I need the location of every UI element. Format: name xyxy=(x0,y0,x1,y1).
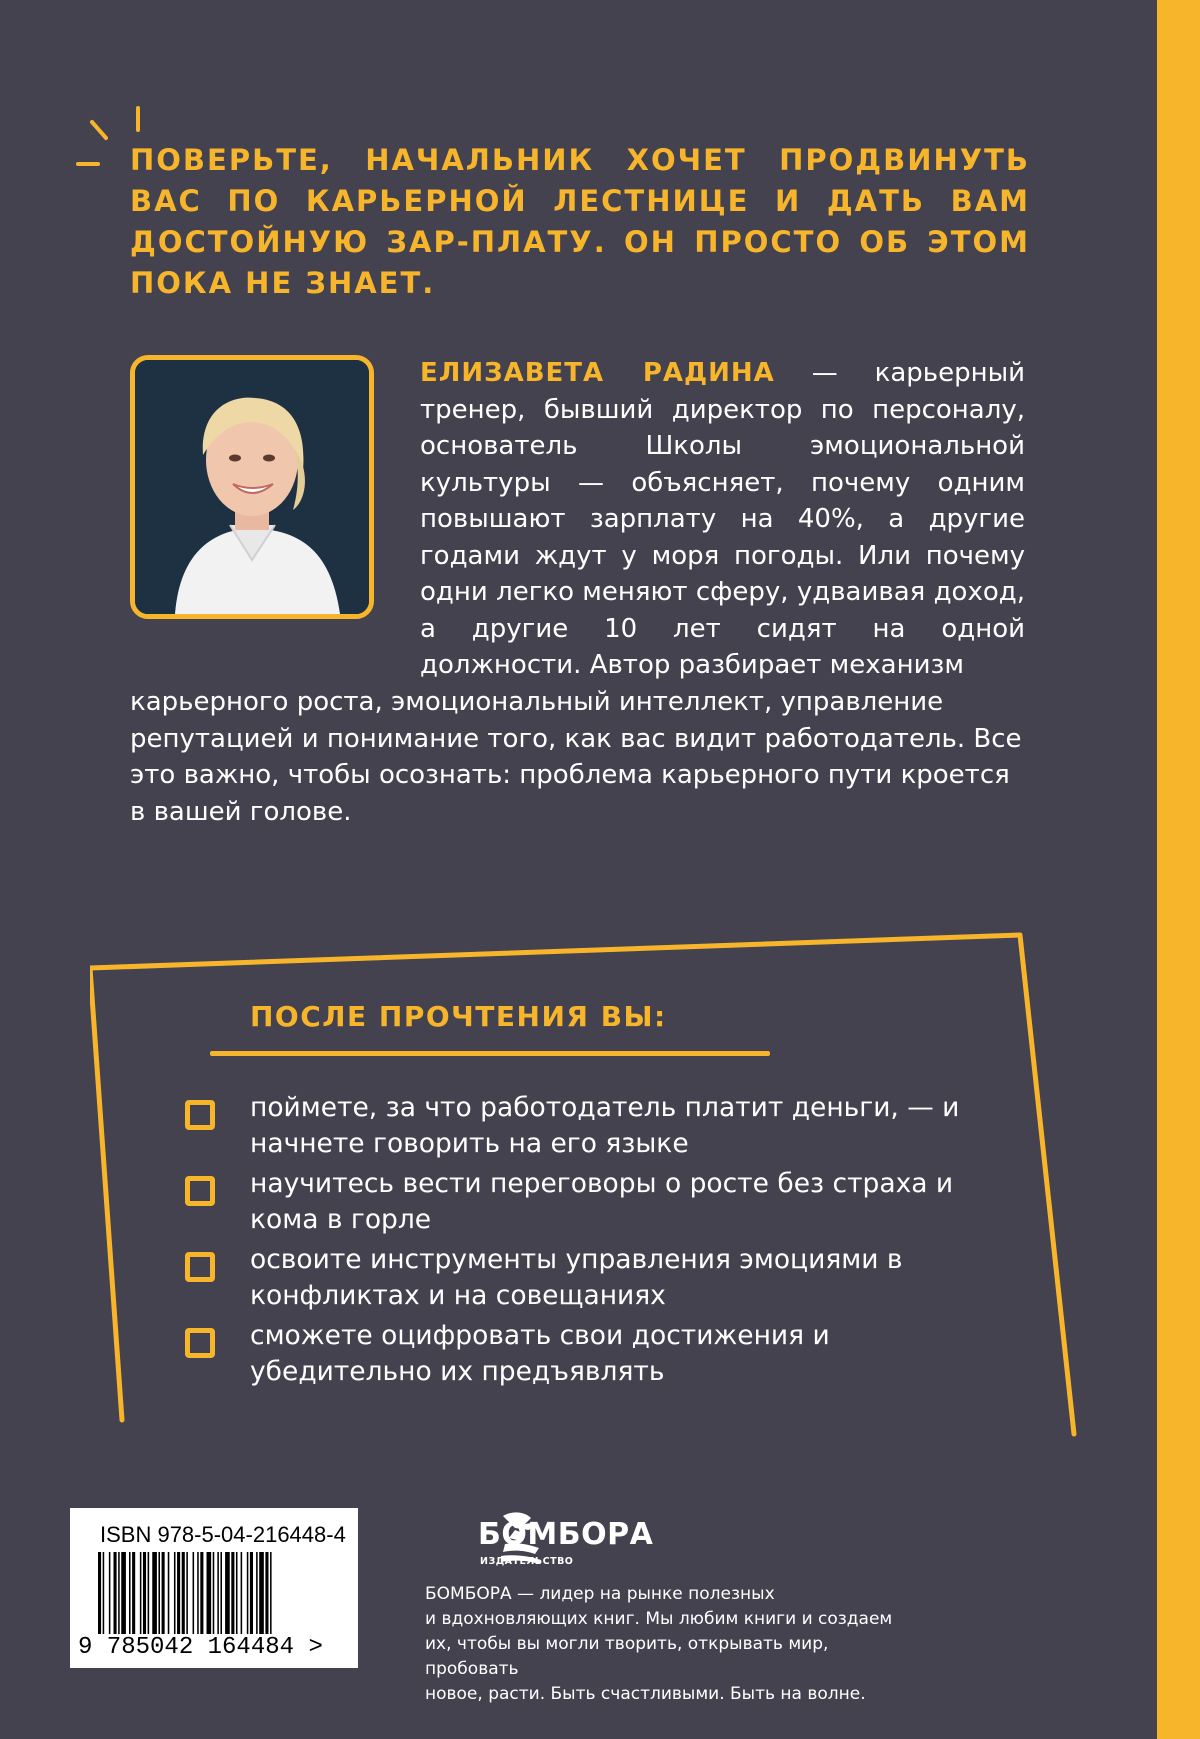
barcode-bar xyxy=(103,1552,105,1634)
publisher-description xyxy=(425,1582,925,1707)
list-item xyxy=(185,1090,1005,1166)
barcode-bar xyxy=(158,1552,160,1634)
checkbox-icon xyxy=(185,1100,215,1130)
publisher-description-line: и вдохновляющих книг. Мы любим книги и создаем xyxy=(425,1609,893,1629)
barcode-bar xyxy=(217,1552,219,1634)
barcode-bar xyxy=(168,1552,170,1634)
barcode-bar xyxy=(98,1552,101,1634)
list-item xyxy=(185,1318,1005,1394)
barcode-bar xyxy=(109,1552,111,1634)
publisher-description-line: их, чтобы вы могли творить, открывать мир, пробовать xyxy=(425,1634,829,1679)
author-bio-continuation-text: карьерного роста, эмоциональный интеллект, управление репутацией и понимание того, как вас видит работодатель. Все это важно, чтобы осознать: проблема карьерного пути кроется в вашей голове. xyxy=(130,687,1022,827)
tagline: ПОВЕРЬТЕ, НАЧАЛЬНИК ХОЧЕТ ПРОДВИНУТЬ ВАС ПО КАРЬЕРНОЙ ЛЕСТНИЦЕ И ДАТЬ ВАМ ДОСТОЙНУЮ ЗАР-ПЛАТУ. ОН ПРОСТО ОБ ЭТОМ ПОКА НЕ ЗНАЕТ. xyxy=(130,143,1030,300)
author-name: ЕЛИЗАВЕТА РАДИНА xyxy=(420,358,775,388)
benefits-title: ПОСЛЕ ПРОЧТЕНИЯ ВЫ: xyxy=(250,1000,667,1033)
checkbox-icon xyxy=(185,1252,215,1282)
barcode-bar xyxy=(118,1552,120,1634)
barcode-digits: 9 785042 164484 > xyxy=(78,1634,323,1661)
list-item xyxy=(185,1242,1005,1318)
barcode-bar xyxy=(213,1552,215,1634)
barcode-bar xyxy=(270,1552,272,1634)
barcode-bar xyxy=(143,1552,146,1634)
barcode-image xyxy=(98,1552,330,1634)
publisher-subtitle: ИЗДАТЕЛЬСТВО xyxy=(480,1556,574,1567)
author-photo xyxy=(130,355,374,619)
publisher-name: БОМБОРА xyxy=(478,1517,654,1552)
barcode-bar xyxy=(193,1552,195,1634)
barcode-bar xyxy=(121,1552,126,1634)
barcode-bar xyxy=(186,1552,188,1634)
author-bio-text: — карьерный тренер, бывший директор по персоналу, основатель Школы эмоциональной культуры — объясняет, почему одним повышают зарплату на 40%, а другие годами ждут у моря погоды. Или почему одни легко меняют сферу, удваивая доход, а другие 10 лет сидят на одной должности. Автор разбирает механизм xyxy=(420,358,1026,680)
barcode-bar xyxy=(236,1552,238,1634)
isbn-label: ISBN 978-5-04-216448-4 xyxy=(100,1522,346,1547)
barcode-bar xyxy=(132,1552,135,1634)
publisher-description-line: новое, расти. Быть счастливыми. Быть на волне. xyxy=(425,1684,866,1704)
barcode-bar xyxy=(162,1552,165,1634)
benefit-text: сможете оцифровать свои достижения и убедительно их предъявлять xyxy=(250,1320,830,1387)
barcode-bar xyxy=(250,1552,253,1634)
list-item xyxy=(185,1166,1005,1242)
author-bio xyxy=(420,355,1025,684)
barcode-bar xyxy=(197,1552,199,1634)
barcode-bar xyxy=(152,1552,157,1634)
barcode-bar xyxy=(182,1552,185,1634)
barcode-bar xyxy=(256,1552,258,1634)
barcode-bar xyxy=(247,1552,249,1634)
barcode-bar xyxy=(148,1552,150,1634)
barcode-bar xyxy=(241,1552,243,1634)
barcode-bar xyxy=(129,1552,131,1634)
barcode-bar xyxy=(140,1552,142,1634)
checkbox-icon xyxy=(185,1328,215,1358)
publisher-description-line: БОМБОРА — лидер на рынке полезных xyxy=(425,1584,775,1604)
barcode-bar xyxy=(200,1552,203,1634)
benefit-text: освоите инструменты управления эмоциями в конфликтах и на совещаниях xyxy=(250,1244,903,1311)
benefits-title-underline xyxy=(210,1051,770,1056)
benefit-text: научитесь вести переговоры о росте без страха и кома в горле xyxy=(250,1168,954,1235)
benefit-text: поймете, за что работодатель платит деньги, — и начнете говорить на его языке xyxy=(250,1092,960,1159)
barcode-bar xyxy=(259,1552,264,1634)
barcode-bar xyxy=(177,1552,180,1634)
benefits-list xyxy=(185,1090,1005,1394)
author-bio-continuation xyxy=(130,684,1025,830)
barcode-bar xyxy=(231,1552,234,1634)
barcode-bar xyxy=(220,1552,222,1634)
barcode-bar xyxy=(207,1552,212,1634)
isbn-barcode-box xyxy=(70,1508,358,1668)
checkbox-icon xyxy=(185,1176,215,1206)
barcode-bar xyxy=(265,1552,268,1634)
barcode-bar xyxy=(225,1552,230,1634)
barcode-bar xyxy=(114,1552,117,1634)
side-stripe xyxy=(1157,0,1200,1739)
barcode-bar xyxy=(174,1552,176,1634)
